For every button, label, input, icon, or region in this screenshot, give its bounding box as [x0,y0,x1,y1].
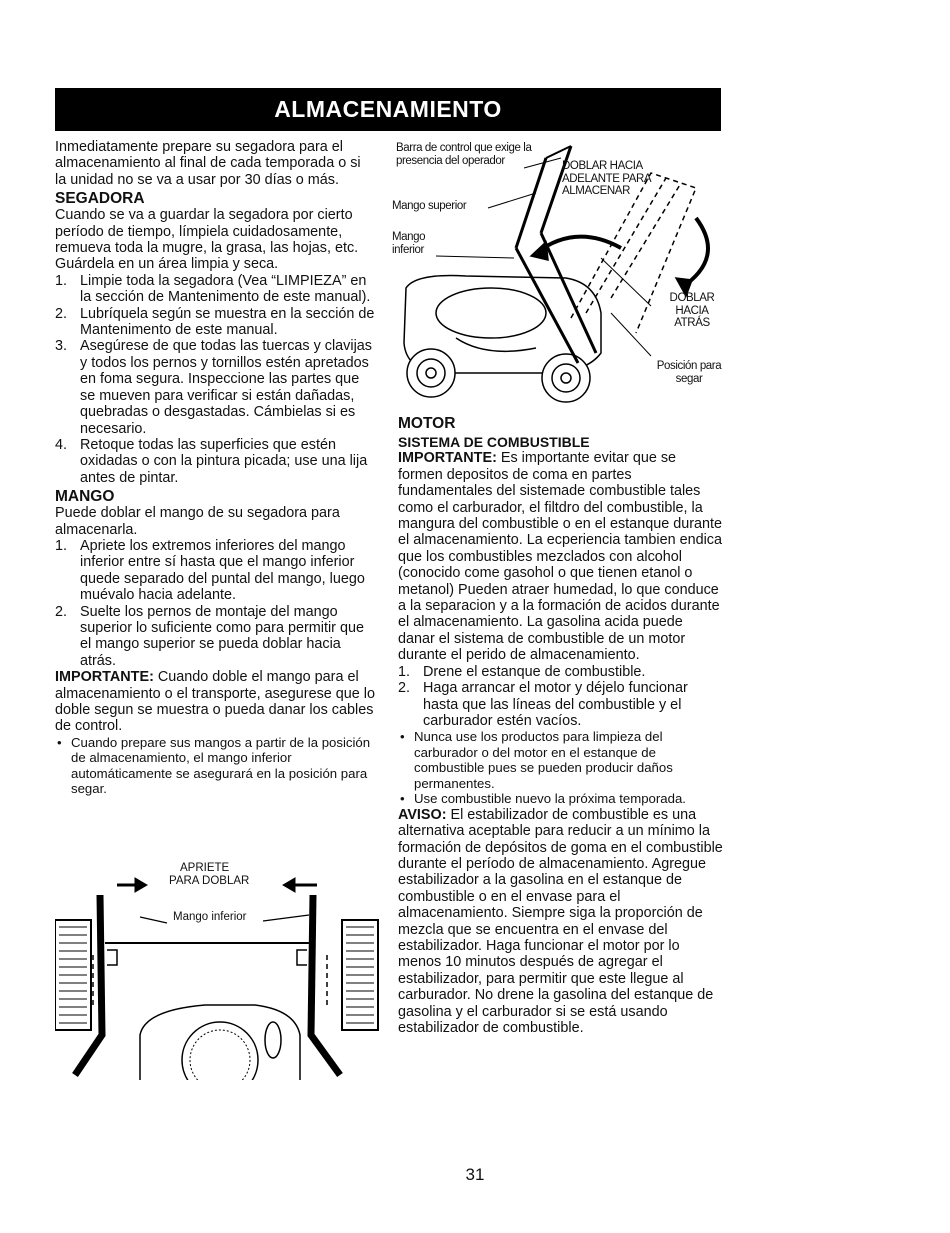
control-bar-label: Barra de control que exige la presencia del operador [396,142,532,167]
item-text: Retoque todas las superficies que estén oxidadas o con la pintura picada; use una lija antes de pintar. [80,436,368,486]
page-number: 31 [465,1165,485,1184]
list-item [398,680,723,729]
bullet-text: Use combustible nuevo la próxima temporada. [414,791,686,807]
handle-fold-figure [55,855,380,1080]
segadora-steps [55,273,375,486]
fold-back-label: DOBLAR HACIA ATRÁS [669,292,715,329]
item-number: 2. [398,680,411,697]
fold-forward-label: DOBLAR HACIA ADELANTE PARA ALMACENAR [562,160,651,197]
aviso-paragraph [398,807,723,1037]
item-text: Asegúrese de que todas las tuercas y clavijas y todos los pernos y tornillos estén apretados en foma segura. Inspeccione las partes que se mueven para verificar si están dañadas, quebradas o desgastadas. Cámbielas si es necesario. [80,338,372,437]
list-item [398,791,723,807]
mango-important [55,669,375,735]
intro-paragraph: Inmediatamente prepare su segadora para el almacenamiento al final de cada temporada o si la unidad no se va a usar por 30 días o más. [55,139,361,188]
motor-important [398,450,723,663]
bullet-icon: • [400,729,405,745]
mow-position-label: Posición para segar [656,360,722,385]
motor-steps [398,664,723,730]
aviso-text: El estabilizador de combustible es una alternativa aceptable para reducir a un mínimo la formación de depósitos de goma en el combustible durante el período de almacenamiento. Agregue estabilizador a la gasolina en el estanque de combustible o en el envase para el almacenamiento. Siempre siga la proporción de mezcla que se encuentra en el envase del estabilizador. Haga funcionar el motor por lo menos 10 minutos después de agregar el estabilizador, para permitir que este llegue al carburador. No drene la gasolina del estanque de gasolina y el carburador si se está usando estabilizador de combustible. [398,806,723,1037]
item-number: 2. [55,603,68,620]
list-item [55,306,375,339]
important-text: Cuando doble el mango para el almacenamiento o el transporte, asegurese que lo doble segun se muestra o pueda danar los cables de control. [55,669,375,735]
aviso-label: AVISO: [398,806,447,823]
list-item [55,735,375,797]
lower-handle-label-right: Mango inferior [392,231,426,256]
motor-notes [398,729,723,807]
mango-steps [55,538,375,669]
upper-handle-label: Mango superior [392,200,467,212]
item-text: Lubríquela según se muestra en la sección de Mantenimento de este manual. [80,305,375,339]
item-number: 4. [55,436,68,453]
mango-heading: MANGO [55,488,115,506]
bullet-text: Cuando prepare sus mangos a partir de la posición de almacenamiento, el mango inferior automáticamente se asegurará en la posición para segar. [71,734,371,797]
important-label: IMPORTANTE: [398,450,497,467]
handle-fold-illustration [55,855,380,1080]
list-item [55,338,375,436]
item-number: 3. [55,338,68,355]
bullet-icon: • [400,791,405,807]
bullet-text: Nunca use los productos para limpieza del carburador o del motor en el estanque de combustible pues se pueden producir daños permanentes. [414,729,673,791]
important-text: Es importante evitar que se formen depositos de coma en partes fundamentales del sistemade combustible tales como el carburador, el filtdro del combustible, la mangura del combustible o en el estanque durante el almacenamiento. La ecperiencia tambien endica que los combustibles mezclados con alcohol (conocido come gasohol o que tienen etanol o metanol) Pueden atraer humedad, lo que conduce a la separacion y a la formación de acidos durante el almacenamiento. La gasolina acida puede danar el sistema de combustible de un motor durante el perido de almacenamiento. [398,450,723,664]
segadora-paragraph: Cuando se va a guardar la segadora por cierto período de tiempo, límpiela cuidadosamente, remueva toda la mugre, la grasa, las hojas, etc. Guárdela en un área limpia y seca. [55,207,359,273]
fuel-system-heading: SISTEMA DE COMBUSTIBLE [398,434,590,450]
item-number: 2. [55,305,68,322]
important-label: IMPORTANTE: [55,669,154,686]
list-item [55,437,375,486]
lower-handle-label: Mango inferior [173,911,247,923]
mower-storage-figure [392,138,726,408]
item-number: 1. [398,663,411,680]
list-item [398,729,723,791]
item-text: Limpie toda la segadora (Vea “LIMPIEZA” en la sección de Mantenimento de este manual). [80,272,371,306]
list-item [55,273,375,306]
motor-heading: MOTOR [398,415,456,432]
item-number: 1. [55,537,68,554]
right-column [398,413,723,1037]
left-column [55,139,375,797]
bullet-icon: • [57,734,62,750]
item-text: Haga arrancar el motor y déjelo funcionar hasta que las líneas del combustible y el carburador estén vacíos. [423,680,688,729]
page-title: ALMACENAMIENTO [55,88,721,131]
item-text: Drene el estanque de combustible. [423,663,646,680]
list-item [55,538,375,604]
mango-paragraph: Puede doblar el mango de su segadora para almacenarla. [55,505,340,538]
squeeze-label-line1: APRIETE [180,862,230,874]
list-item [55,604,375,670]
item-text: Suelte los pernos de montaje del mango superior lo suficiente como para permitir que el mango superior se pueda doblar hacia atrás. [80,603,364,669]
squeeze-label-line2: PARA DOBLAR [169,875,250,887]
item-number: 1. [55,272,68,289]
segadora-heading: SEGADORA [55,190,145,208]
list-item [398,664,723,680]
mango-notes [55,735,375,797]
item-text: Apriete los extremos inferiores del mango inferior entre sí hasta que el mango inferior quede separado del puntal del mango, luego muévalo hacia adelante. [80,537,365,604]
